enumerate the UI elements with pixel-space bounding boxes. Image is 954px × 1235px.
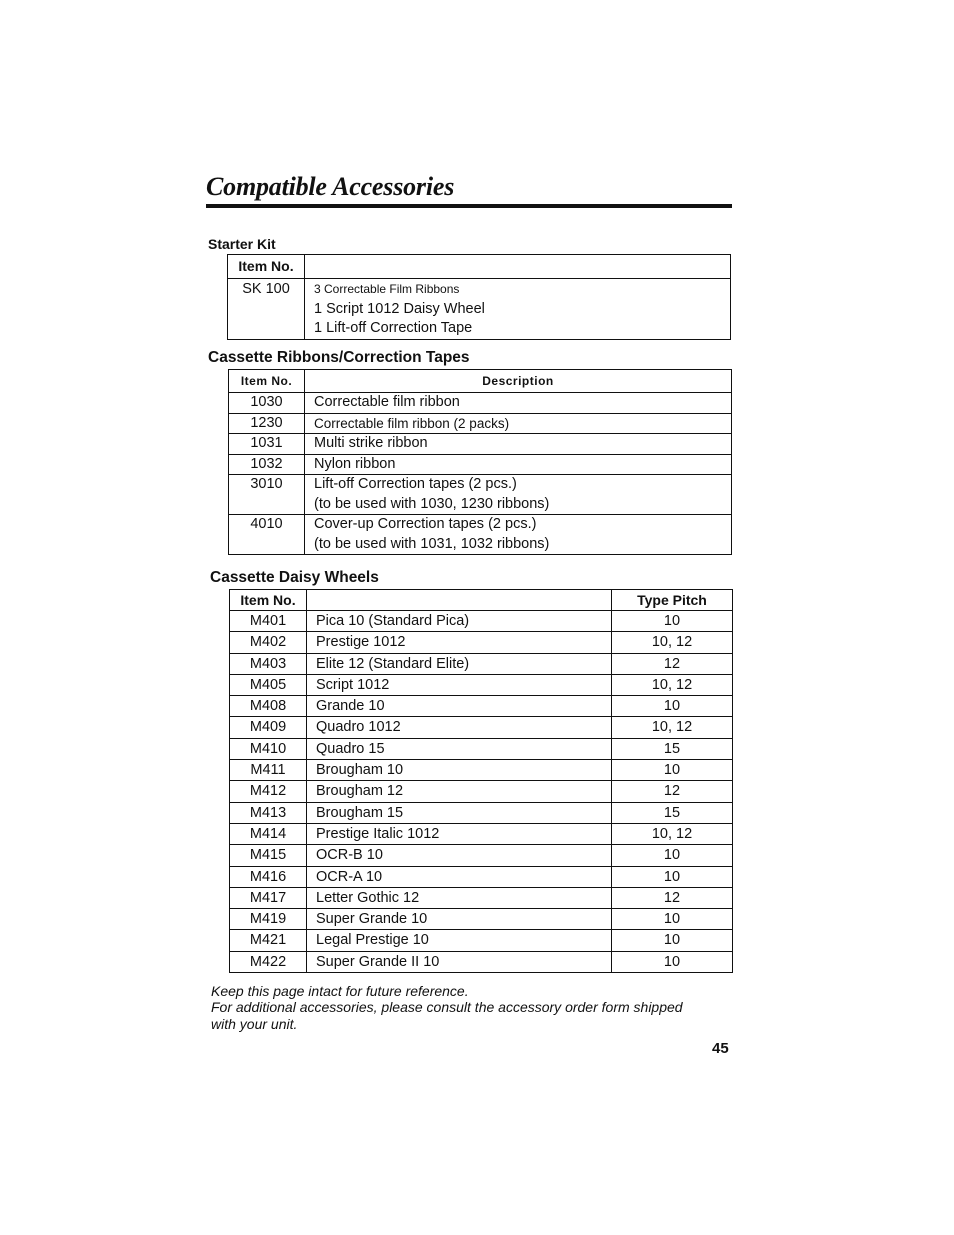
table-row-desc: Multi strike ribbon [305, 434, 732, 455]
table-row-item: M422 [230, 951, 307, 972]
ribbons-col-desc: Description [305, 370, 732, 393]
table-row-item: M417 [230, 887, 307, 908]
table-row-name: Prestige Italic 1012 [307, 823, 612, 844]
daisy-wheels-table [229, 589, 733, 973]
table-row-name: Letter Gothic 12 [307, 887, 612, 908]
keep-note: Keep this page intact for future reference. [211, 983, 469, 999]
table-row [230, 653, 733, 674]
starter-kit-line: 1 Lift-off Correction Tape [314, 320, 473, 336]
table-row-name: Brougham 10 [307, 760, 612, 781]
table-row-pitch: 15 [612, 802, 733, 823]
table-row-pitch: 10 [612, 611, 733, 632]
additional-note-line-2: with your unit. [211, 1016, 298, 1032]
table-row [230, 696, 733, 717]
table-row-pitch: 10 [612, 696, 733, 717]
table-row-name: Prestige 1012 [307, 632, 612, 653]
table-row-item: M416 [230, 866, 307, 887]
table-row-name: Script 1012 [307, 674, 612, 695]
table-row [230, 738, 733, 759]
table-row-desc: Correctable film ribbon [305, 393, 732, 414]
table-row-name: OCR-B 10 [307, 845, 612, 866]
table-row-desc: Correctable film ribbon (2 packs) [305, 413, 732, 434]
table-row-name: Quadro 1012 [307, 717, 612, 738]
table-row [230, 781, 733, 802]
table-row-item: M415 [230, 845, 307, 866]
ribbons-heading: Cassette Ribbons/Correction Tapes [208, 349, 470, 366]
table-row-pitch: 10, 12 [612, 674, 733, 695]
ribbons-table [228, 369, 732, 555]
table-row-pitch: 10, 12 [612, 823, 733, 844]
table-row [230, 760, 733, 781]
ribbons-col-item: Item No. [229, 370, 305, 393]
page-title: Compatible Accessories [206, 172, 455, 201]
table-row-item: M412 [230, 781, 307, 802]
daisy-wheels-heading: Cassette Daisy Wheels [210, 569, 379, 586]
table-row-pitch: 10, 12 [612, 717, 733, 738]
table-row-item: M410 [230, 738, 307, 759]
table-row-pitch: 10 [612, 760, 733, 781]
table-row-item: M413 [230, 802, 307, 823]
table-row-item: M408 [230, 696, 307, 717]
table-row [230, 951, 733, 972]
table-row [230, 717, 733, 738]
desc-line: Lift-off Correction tapes (2 pcs.) [314, 476, 517, 492]
table-row [230, 887, 733, 908]
starter-kit-line: 1 Script 1012 Daisy Wheel [314, 300, 485, 317]
table-row-pitch: 10 [612, 909, 733, 930]
table-row-item: M409 [230, 717, 307, 738]
daisy-wheels-col-pitch: Type Pitch [612, 590, 733, 611]
table-row-item: M403 [230, 653, 307, 674]
table-row-item: 1032 [229, 454, 305, 475]
desc-line: (to be used with 1031, 1032 ribbons) [314, 535, 550, 552]
table-row [230, 632, 733, 653]
table-row-item: M414 [230, 823, 307, 844]
table-row-desc [305, 475, 732, 515]
table-row-item: 1230 [229, 413, 305, 434]
starter-kit-col-blank [305, 255, 731, 279]
table-row-name: Pica 10 (Standard Pica) [307, 611, 612, 632]
table-row-pitch: 10 [612, 951, 733, 972]
table-row-name: Legal Prestige 10 [307, 930, 612, 951]
table-row-pitch: 12 [612, 653, 733, 674]
table-row-name: Brougham 12 [307, 781, 612, 802]
table-row-name: Elite 12 (Standard Elite) [307, 653, 612, 674]
starter-kit-line: 3 Correctable Film Ribbons [314, 282, 460, 296]
table-row [230, 611, 733, 632]
table-row-desc [305, 515, 732, 555]
starter-kit-contents [305, 279, 731, 340]
table-row-pitch: 15 [612, 738, 733, 759]
table-row [230, 909, 733, 930]
table-row-item: M419 [230, 909, 307, 930]
table-row-item: M401 [230, 611, 307, 632]
table-row-pitch: 10 [612, 930, 733, 951]
table-row-pitch: 10, 12 [612, 632, 733, 653]
table-row-desc: Nylon ribbon [305, 454, 732, 475]
table-row [230, 674, 733, 695]
table-row [230, 823, 733, 844]
daisy-wheels-col-blank [307, 590, 612, 611]
table-row-item: M411 [230, 760, 307, 781]
starter-kit-item: SK 100 [228, 279, 305, 340]
starter-kit-col-item: Item No. [228, 255, 305, 279]
page-number: 45 [712, 1040, 729, 1057]
additional-note-line-1: For additional accessories, please consult the accessory order form shipped [211, 999, 683, 1015]
table-row-item: M405 [230, 674, 307, 695]
table-row [230, 802, 733, 823]
table-row-pitch: 10 [612, 866, 733, 887]
table-row-name: Super Grande II 10 [307, 951, 612, 972]
table-row-item: 3010 [229, 475, 305, 515]
table-row-item: 1030 [229, 393, 305, 414]
starter-kit-heading: Starter Kit [208, 236, 276, 252]
table-row-item: M421 [230, 930, 307, 951]
table-row-item: 4010 [229, 515, 305, 555]
table-row [230, 866, 733, 887]
table-row-name: Grande 10 [307, 696, 612, 717]
desc-line: (to be used with 1030, 1230 ribbons) [314, 495, 550, 512]
table-row-pitch: 12 [612, 781, 733, 802]
daisy-wheels-col-item: Item No. [230, 590, 307, 611]
starter-kit-table [227, 254, 731, 340]
table-row-item: M402 [230, 632, 307, 653]
desc-line: Cover-up Correction tapes (2 pcs.) [314, 516, 537, 532]
table-row [230, 845, 733, 866]
table-row-pitch: 12 [612, 887, 733, 908]
table-row-pitch: 10 [612, 845, 733, 866]
table-row-name: Brougham 15 [307, 802, 612, 823]
table-row-name: Quadro 15 [307, 738, 612, 759]
title-rule [206, 204, 732, 208]
table-row [230, 930, 733, 951]
table-row-name: Super Grande 10 [307, 909, 612, 930]
table-row-item: 1031 [229, 434, 305, 455]
table-row-name: OCR-A 10 [307, 866, 612, 887]
